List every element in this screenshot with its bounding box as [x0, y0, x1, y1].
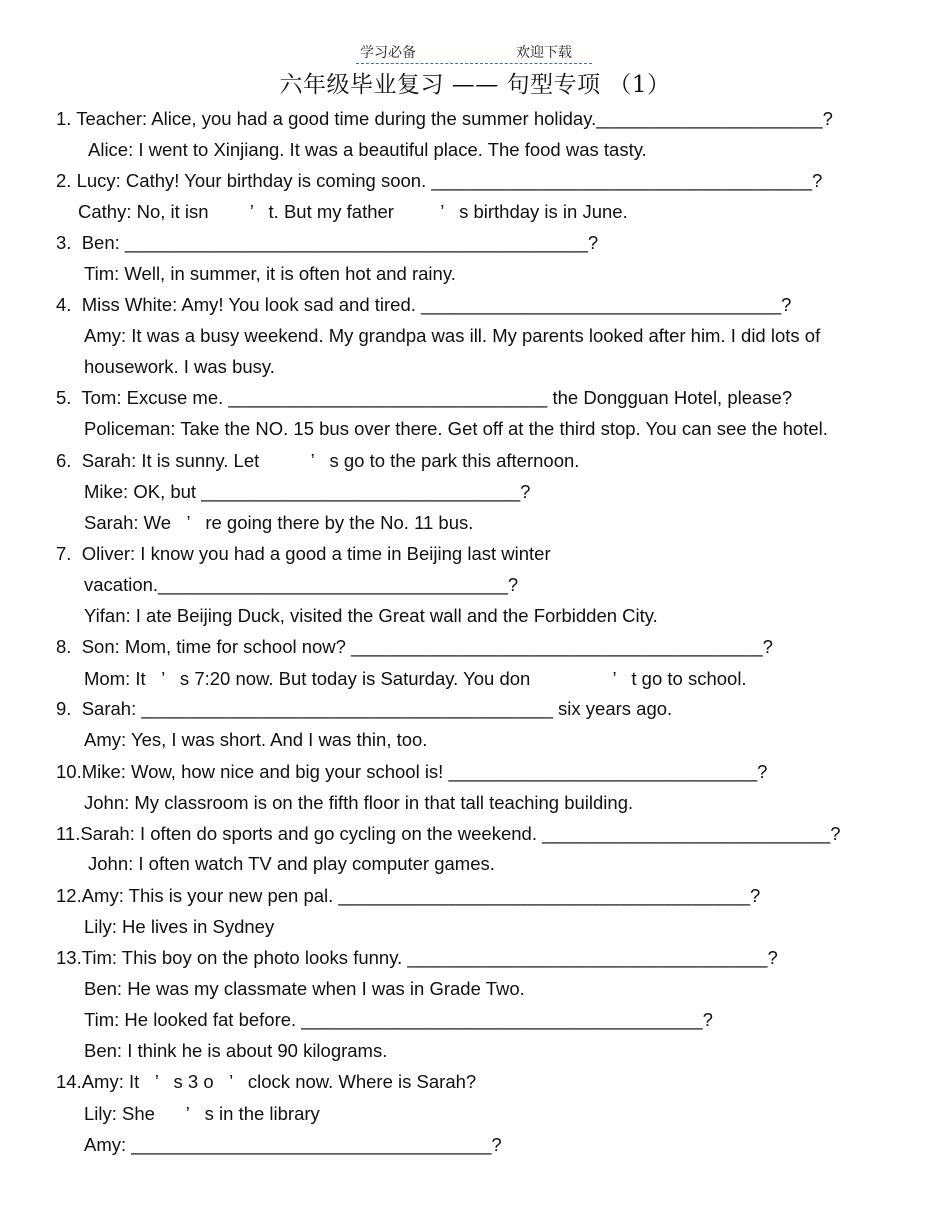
q4-miss-white-line: 4. Miss White: Amy! You look sad and tired. ___________________________________? [56, 294, 792, 315]
q6-mike-line: Mike: OK, but _______________________________? [84, 481, 531, 502]
header-left-text: 学习必备 [360, 45, 416, 61]
q6-sarah-line-2: Sarah: We ’ re going there by the No. 11 bus. [84, 512, 474, 533]
q2-cathy-line: Cathy: No, it isn ’ t. But my father ’ s birthday is in June. [78, 201, 628, 222]
q1-alice-line: Alice: I went to Xinjiang. It was a beautiful place. The food was tasty. [88, 139, 647, 160]
q9-amy-line: Amy: Yes, I was short. And I was thin, too. [84, 729, 428, 750]
q5-tom-line: 5. Tom: Excuse me. _______________________________ the Dongguan Hotel, please? [56, 387, 793, 408]
q12-lily-line: Lily: He lives in Sydney [84, 916, 275, 937]
header-right-text: 欢迎下载 [516, 45, 572, 61]
q11-john-line: John: I often watch TV and play computer games. [88, 853, 495, 874]
q14-amy-line-2: Amy: ___________________________________? [84, 1134, 502, 1155]
q3-tim-line: Tim: Well, in summer, it is often hot and rainy. [84, 263, 456, 284]
q9-sarah-line: 9. Sarah: ________________________________________ six years ago. [56, 698, 673, 719]
q14-amy-line: 14.Amy: It ’ s 3 o ’ clock now. Where is Sarah? [56, 1071, 477, 1092]
q13-ben-line: Ben: He was my classmate when I was in Grade Two. [84, 978, 525, 999]
q7-oliver-line-2: vacation.__________________________________? [84, 574, 519, 595]
q11-sarah-line: 11.Sarah: I often do sports and go cycling on the weekend. ____________________________? [56, 823, 841, 844]
q7-yifan-line: Yifan: I ate Beijing Duck, visited the Great wall and the Forbidden City. [84, 605, 658, 626]
q3-ben-line: 3. Ben: _____________________________________________? [56, 232, 599, 253]
q10-mike-line: 10.Mike: Wow, how nice and big your school is! ______________________________? [56, 761, 768, 782]
q1-teacher-line: 1. Teacher: Alice, you had a good time during the summer holiday.______________________? [56, 108, 833, 129]
q4-amy-line-2: housework. I was busy. [84, 356, 275, 377]
q13-tim-line: 13.Tim: This boy on the photo looks funny. ___________________________________? [56, 947, 778, 968]
q14-lily-line: Lily: She ’ s in the library [84, 1103, 320, 1124]
q2-lucy-line: 2. Lucy: Cathy! Your birthday is coming soon. _____________________________________? [56, 170, 823, 191]
q7-oliver-line: 7. Oliver: I know you had a good a time in Beijing last winter [56, 543, 551, 564]
q12-amy-line: 12.Amy: This is your new pen pal. ________________________________________? [56, 885, 761, 906]
q8-son-line: 8. Son: Mom, time for school now? ________________________________________? [56, 636, 773, 657]
q5-policeman-line: Policeman: Take the NO. 15 bus over there. Get off at the third stop. You can see the hotel. [84, 418, 828, 439]
q8-mom-line: Mom: It ’ s 7:20 now. But today is Saturday. You don ’ t go to school. [84, 668, 747, 689]
page-title: 六年级毕业复习 —— 句型专项 （1） [279, 72, 671, 98]
q6-sarah-line: 6. Sarah: It is sunny. Let ’ s go to the park this afternoon. [56, 450, 580, 471]
q13-tim-line-2: Tim: He looked fat before. _______________________________________? [84, 1009, 713, 1030]
page-header [356, 41, 592, 64]
q4-amy-line: Amy: It was a busy weekend. My grandpa was ill. My parents looked after him. I did lots of [84, 325, 821, 346]
q13-ben-line-2: Ben: I think he is about 90 kilograms. [84, 1040, 388, 1061]
q10-john-line: John: My classroom is on the fifth floor in that tall teaching building. [84, 792, 634, 813]
